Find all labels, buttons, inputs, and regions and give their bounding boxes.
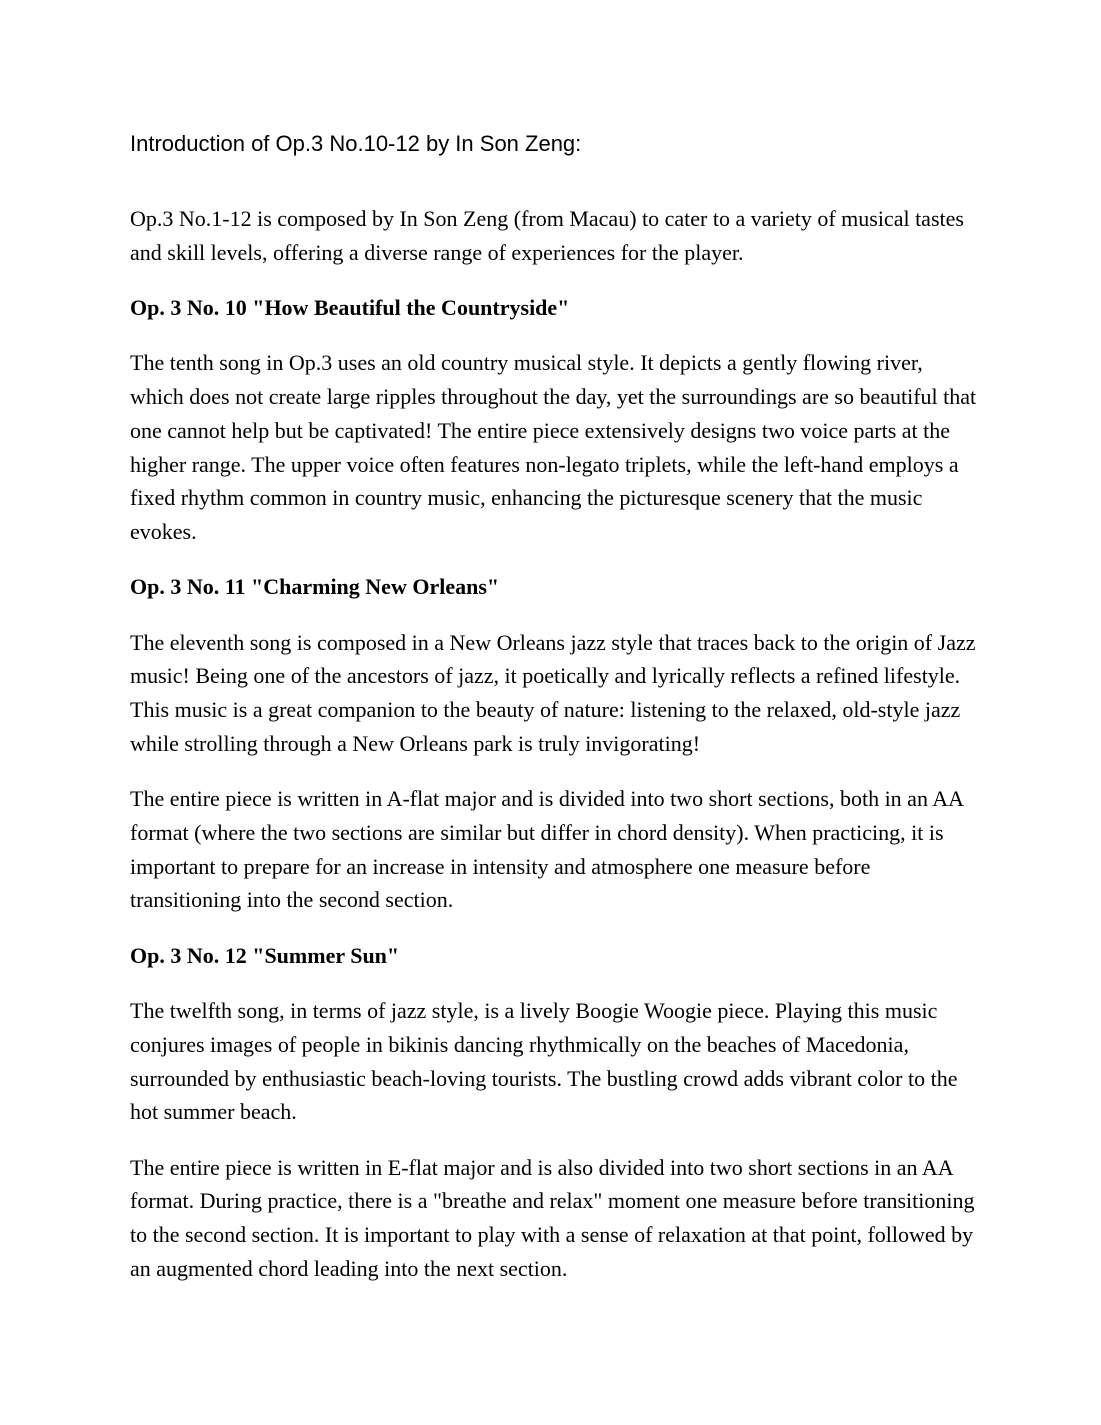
section-heading-no-12: Op. 3 No. 12 "Summer Sun" — [130, 942, 400, 968]
document-body — [130, 202, 980, 1307]
section-paragraph: The entire piece is written in E-flat major and is also divided into two short sections in an AA format. During practice, there is a "breathe and relax" moment one measure before transitioning to the second section. It is important to play with a sense of relaxation at that point, followed by an augmented chord leading into the next section. — [130, 1154, 975, 1281]
section-paragraph: The eleventh song is composed in a New Orleans jazz style that traces back to the origin of Jazz music! Being one of the ancestors of jazz, it poetically and lyrically reflects a refined lifestyle. This music is a great companion to the beauty of nature: listening to the relaxed, old-style jazz while strolling through a New Orleans park is truly invigorating! — [130, 629, 976, 756]
section-paragraph: The tenth song in Op.3 uses an old country musical style. It depicts a gently flowing river, which does not create large ripples throughout the day, yet the surroundings are so beautiful that one cannot help but be captivated! The entire piece extensively designs two voice parts at the higher range. The upper voice often features non-legato triplets, while the left-hand employs a fixed rhythm common in country music, enhancing the picturesque scenery that the music evokes. — [130, 350, 977, 544]
section-paragraph: The entire piece is written in A-flat major and is divided into two short sections, both in an AA format (where the two sections are similar but differ in chord density). When practicing, it is important to prepare for an increase in intensity and atmosphere one measure before transitioning into the second section. — [130, 786, 963, 913]
document-title: Introduction of Op.3 No.10-12 by In Son Zeng: — [130, 131, 582, 156]
intro-paragraph: Op.3 No.1-12 is composed by In Son Zeng (from Macau) to cater to a variety of musical tastes and skill levels, offering a diverse range of experiences for the player. — [130, 206, 964, 265]
section-heading-no-10: Op. 3 No. 10 "How Beautiful the Countryside" — [130, 295, 570, 321]
section-heading-no-11: Op. 3 No. 11 "Charming New Orleans" — [130, 574, 500, 600]
section-paragraph: The twelfth song, in terms of jazz style, is a lively Boogie Woogie piece. Playing this music conjures images of people in bikinis dancing rhythmically on the beaches of Macedonia, surrounded by enthusiastic beach-loving tourists. The bustling crowd adds vibrant color to the hot summer beach. — [130, 998, 958, 1125]
